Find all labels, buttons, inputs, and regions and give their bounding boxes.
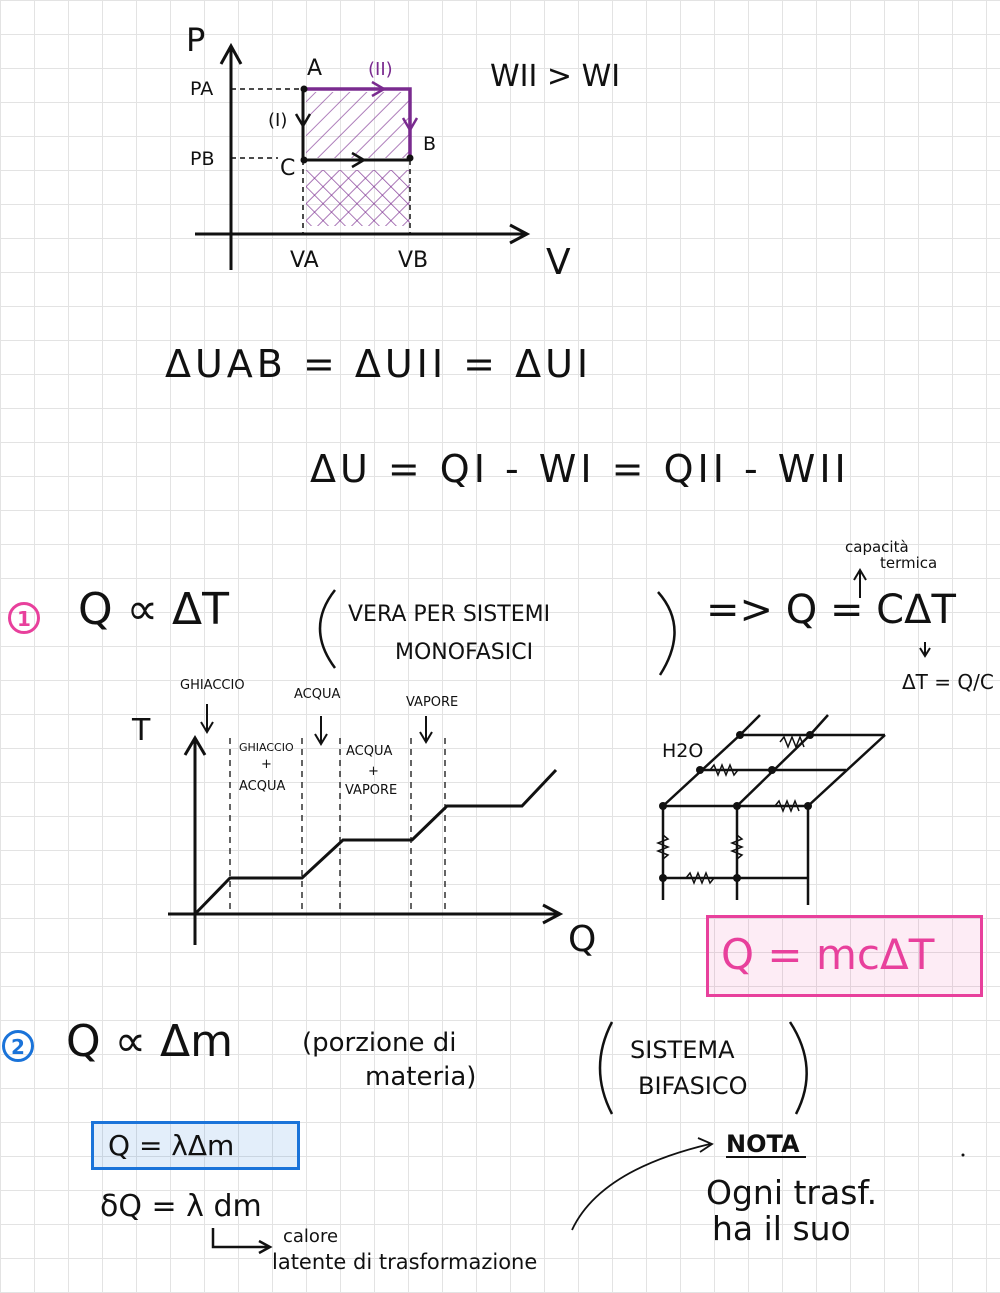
capacity-label-line1: capacità: [845, 538, 909, 556]
latent-heat-formula: Q = λΔm: [108, 1129, 235, 1162]
v-b-label: VB: [398, 248, 429, 273]
system-line2: BIFASICO: [638, 1072, 748, 1100]
p-a-label: PA: [190, 78, 214, 100]
lattice-label: H2O: [662, 740, 704, 762]
label-ice: GHIACCIO: [180, 678, 245, 693]
delta-u-equation: ΔUAB = ΔUII = ΔUI: [165, 342, 593, 386]
t-axis-label: T: [132, 713, 151, 748]
section-1-implies: => Q = CΔT: [706, 587, 956, 633]
region-water-vapor-3: VAPORE: [345, 783, 398, 798]
specific-heat-formula: Q = mcΔT: [721, 930, 935, 979]
latent-heat-box: [91, 1121, 300, 1170]
q-axis-label: Q: [568, 919, 597, 960]
point-b-label: B: [423, 133, 437, 155]
section-1-condition-line1: VERA PER SISTEMI: [348, 602, 551, 627]
point-c-label: C: [280, 156, 296, 181]
region-ice-water-3: ACQUA: [239, 779, 286, 794]
portion-line2: materia): [365, 1062, 477, 1092]
section-1-condition-line2: MONOFASICI: [395, 640, 534, 665]
stray-dot: [962, 1154, 965, 1157]
point-c-dot: [301, 157, 308, 164]
paren-open-1: [320, 590, 335, 668]
region-ice-water-1: GHIACCIO: [239, 741, 294, 754]
section-1-proportionality: Q ∝ ΔT: [78, 584, 230, 635]
region-water-vapor-2: +: [368, 764, 379, 779]
path-two-label: (II): [368, 59, 393, 80]
differential-formula: δQ = λ dm: [100, 1189, 262, 1224]
work-area-lower-cross: [306, 170, 410, 226]
note-curve-arrow: [572, 1144, 710, 1230]
latent-label-line1: calore: [283, 1226, 339, 1247]
capacity-label-line2: termica: [880, 554, 938, 572]
latent-label-line2: latente di trasformazione: [272, 1250, 538, 1274]
section-1-number: 1: [8, 602, 40, 634]
label-water: ACQUA: [294, 687, 341, 702]
portion-line1: (porzione di: [302, 1028, 457, 1058]
section-2-proportionality: Q ∝ Δm: [66, 1016, 233, 1067]
p-b-label: PB: [190, 148, 215, 170]
point-b-dot: [407, 155, 414, 162]
latent-hook-arrow: [213, 1228, 268, 1247]
path-one-label: (I): [268, 110, 288, 131]
v-axis-label: V: [546, 242, 571, 283]
region-water-vapor-1: ACQUA: [346, 744, 393, 759]
p-axis-label: P: [186, 21, 206, 59]
note-line2: ha il suo: [712, 1209, 851, 1248]
v-a-label: VA: [290, 248, 319, 273]
paren-close-1: [658, 592, 675, 675]
label-vapor: VAPORE: [406, 695, 459, 710]
work-relation: WII > WI: [490, 59, 621, 94]
system-line1: SISTEMA: [630, 1036, 735, 1064]
note-title: NOTA: [726, 1130, 800, 1158]
specific-heat-box: [706, 915, 983, 997]
point-a-dot: [301, 86, 308, 93]
delta-t-formula: ΔT = Q/C: [902, 670, 994, 694]
note-line1: Ogni trasf.: [706, 1173, 878, 1212]
region-ice-water-2: +: [261, 757, 272, 772]
first-law-equation: ΔU = QI - WI = QII - WII: [310, 447, 850, 491]
point-a-label: A: [307, 56, 323, 81]
paren-open-system: [600, 1022, 612, 1114]
work-area-upper: [306, 92, 410, 158]
section-2-number: 2: [2, 1030, 34, 1062]
paren-close-system: [790, 1022, 807, 1114]
